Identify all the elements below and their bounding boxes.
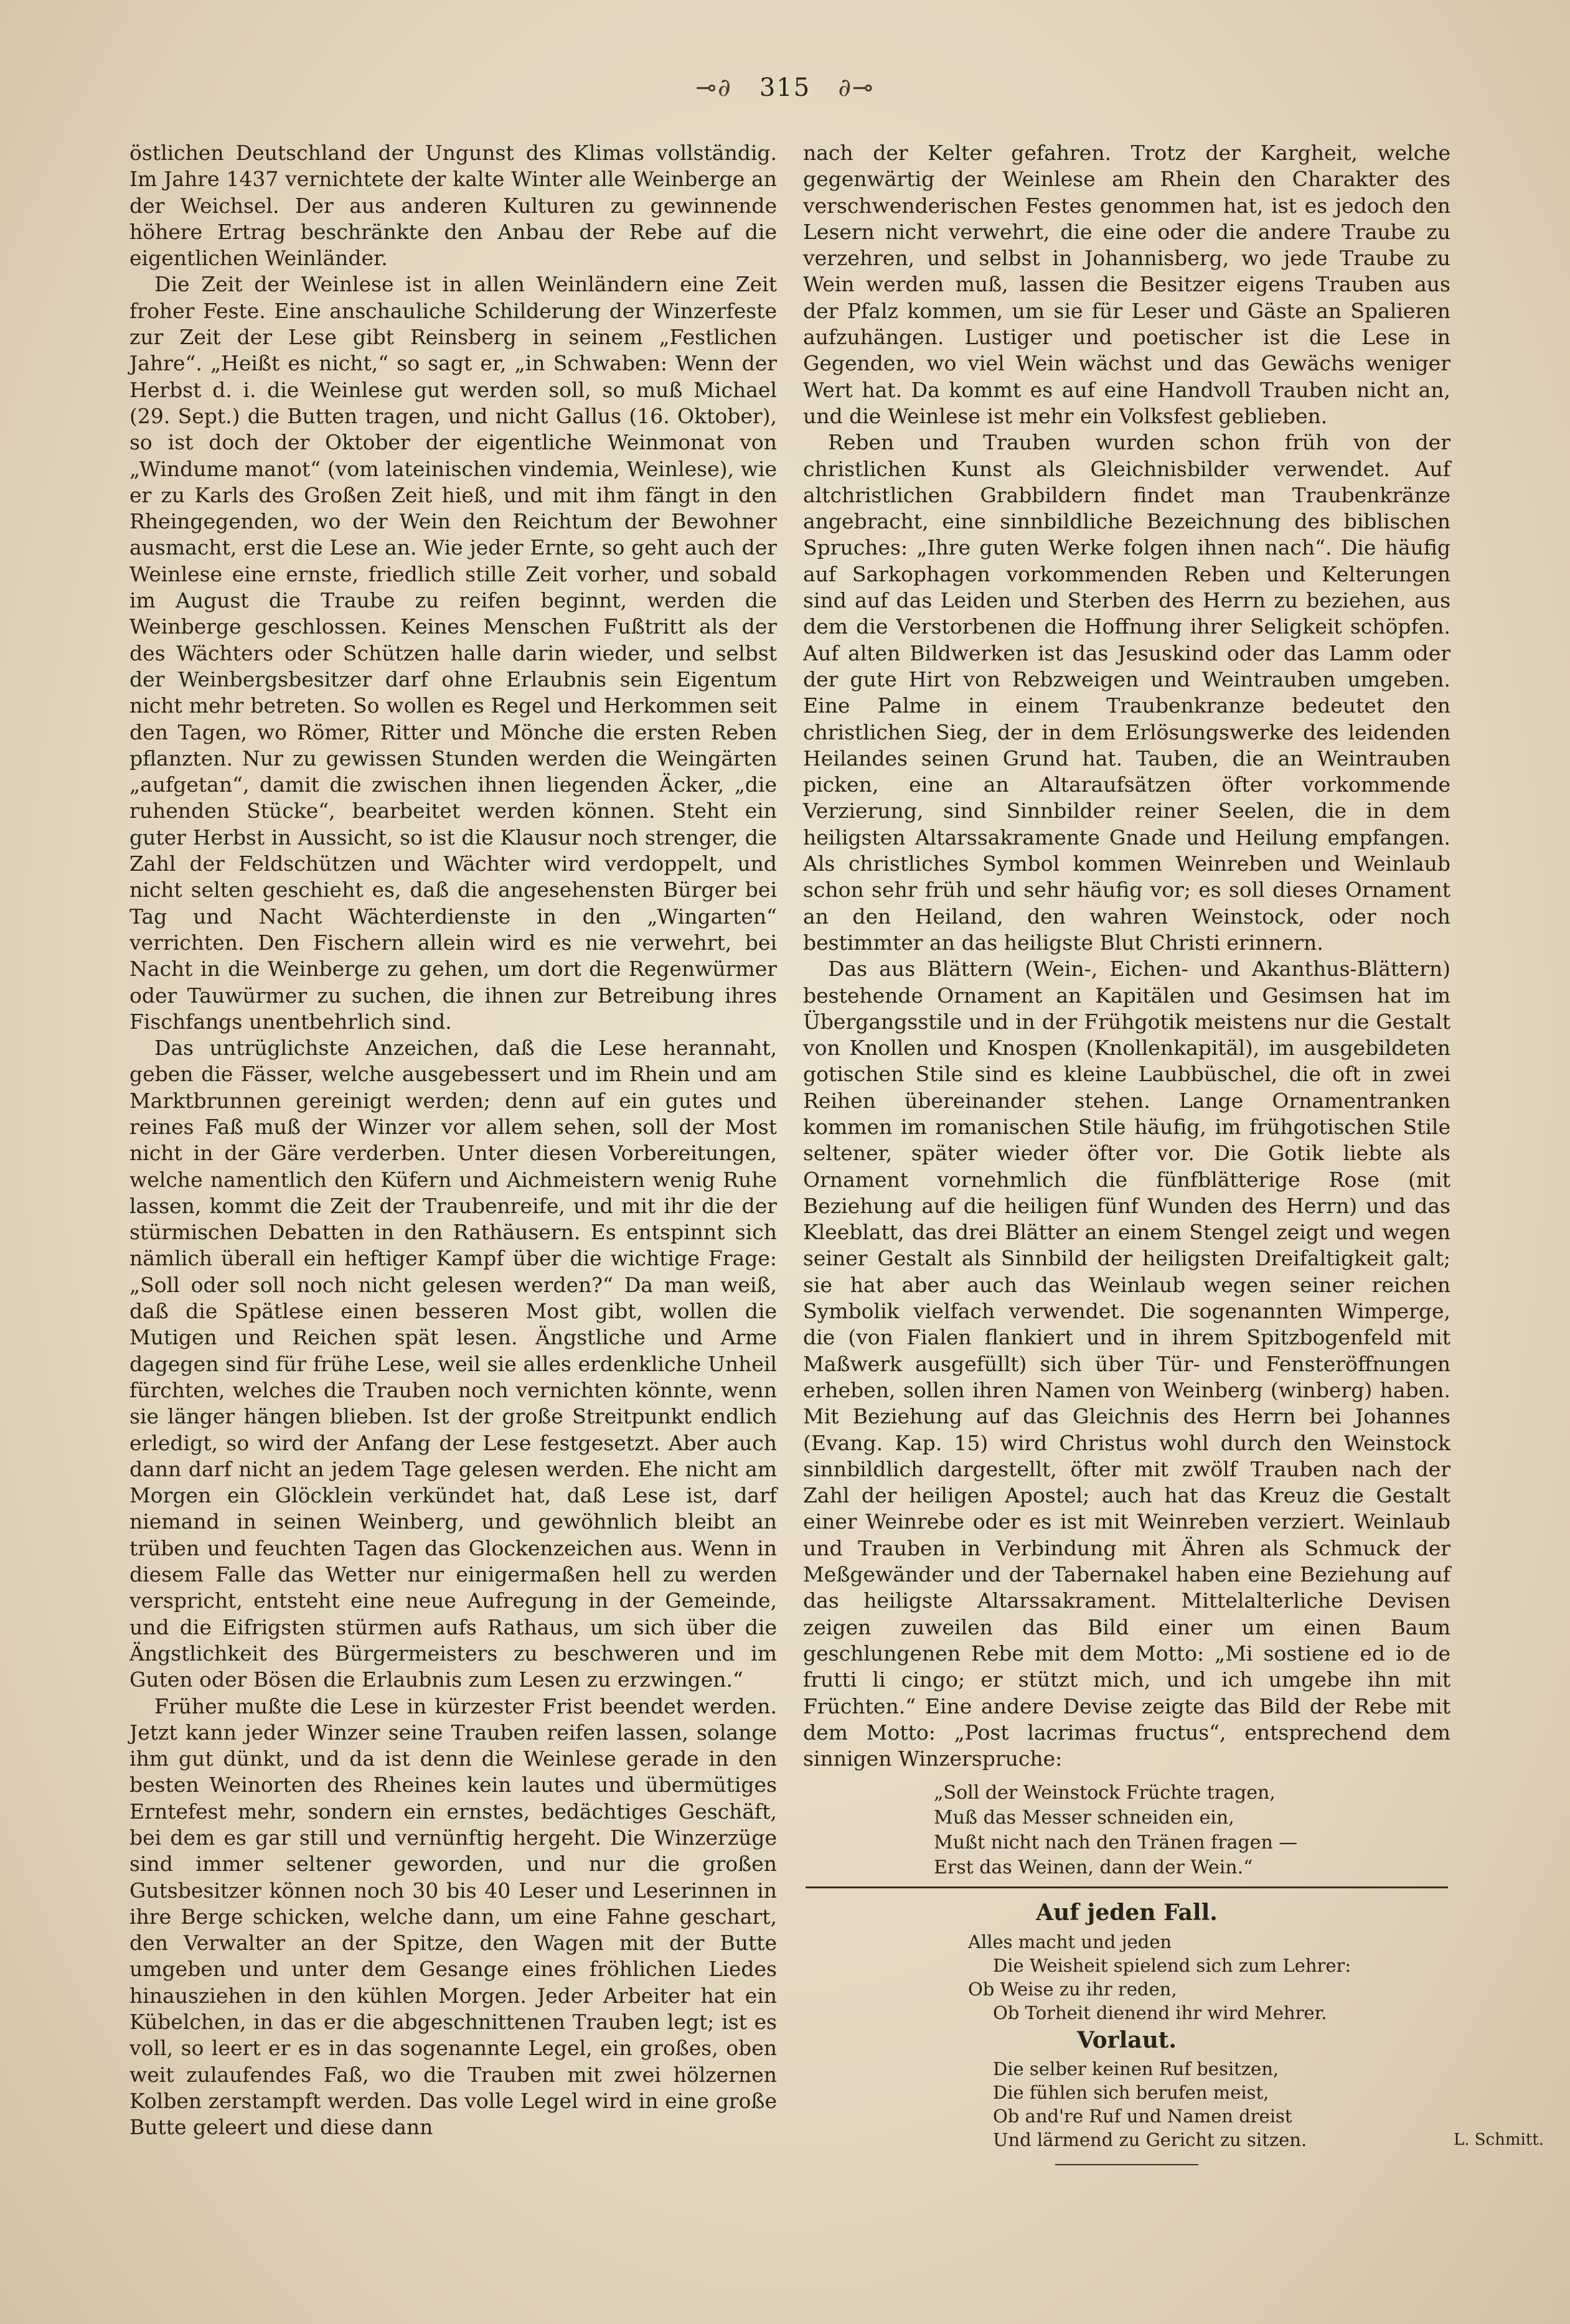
verse-line: Mußt nicht nach den Tränen fragen — [934,1832,1298,1854]
section-divider [806,1886,1448,1888]
left-column [129,140,777,2141]
poem-line: Die selber keinen Ruf besitzen, [993,2058,1279,2079]
left-paragraph-4: Früher mußte die Lese in kürzester Frist beendet werden. Jetzt kann jeder Winzer seine Trauben reifen lassen, solange ihm gut dünkt, und da ist denn die Weinlese gerade in den besten Weinorten des Rheines kein lautes und übermütiges Erntefest mehr, sondern ein ernstes, bedächtiges Geschäft, bei dem es gar still und vernünftig hergeht. Die Winzerzüge sind immer seltener geworden, und nur die großen Gutsbesitzer können noch 30 bis 40 Leser und Leserinnen in ihre Berge schicken, welche dann, um eine Fahne geschart, den Verwalter an der Spitze, den Wagen mit der Butte umgeben und unter dem Gesange eines fröhlichen Liedes hinausziehen in den kühlen Morgen. Jeder Arbeiter hat ein Kübelchen, in das er die abgeschnittenen Trauben legt; ist es voll, so leert er es in das sogenannte Legel, ein großes, oben weit zulaufendes Faß, wo die Trauben mit zwei hölzernen Kolben zerstampft werden. Das volle Legel wird in eine große Butte geleert und diese dann [129,1694,777,2140]
left-paragraph-2: Die Zeit der Weinlese ist in allen Weinländern eine Zeit froher Feste. Eine anschauliche Schilderung der Winzerfeste zur Zeit der Lese gibt Reinsberg in seinem „Festlichen Jahre“. „Heißt es nicht,“ so sagt er, „in Schwaben: Wenn der Herbst d. i. die Weinlese gut werden soll, so muß Michael (29. Sept.) die Butten tragen, und nicht Gallus (16. Oktober), so ist doch der Oktober der eigentliche Weinmonat von „Windume manot“ (vom lateinischen vindemia, Weinlese), wie er zu Karls des Großen Zeit hieß, und mit ihm fängt in den Rheingegenden, wo der Wein den Reichtum der Bewohner ausmacht, erst die Lese an. Wie jeder Ernte, so geht auch der Weinlese eine ernste, friedlich stille Zeit vorher, und sobald im August die Traube zu reifen beginnt, werden die Weinberge geschlossen. Keines Menschen Fußtritt als der des Wächters oder Schützen halle darin wieder, und selbst der Weinbergsbesitzer darf ohne Erlaubnis sein Eigentum nicht mehr betreten. So wollen es Regel und Herkommen seit den Tagen, wo Römer, Ritter und Mönche die ersten Reben pflanzten. Nur zu gewissen Stunden werden die Weingärten „aufgetan“, damit die zwischen ihnen liegenden Äcker, „die ruhenden Stücke“, bearbeitet werden können. Steht ein guter Herbst in Aussicht, so ist die Klausur noch strenger, die Zahl der Feldschützen und Wächter wird verdoppelt, und nicht selten geschieht es, daß die angesehensten Bürger bei Tag und Nacht Wächterdienste in den „Wingarten“ verrichten. Den Fischern allein wird es nie verwehrt, bei Nacht in die Weinberge zu gehen, um dort die Regenwürmer oder Tauwürmer zu suchen, die ihnen zur Betreibung ihres Fischfangs unentbehrlich sind. [129,272,777,1034]
poem-auf-jeden-fall [968,1930,1450,2025]
left-paragraph-1: östlichen Deutschland der Ungunst des Klimas vollständig. Im Jahre 1437 vernichtete der kalte Winter alle Weinberge an der Weichsel. Der aus anderen Kulturen zu gewinnende höhere Ertrag beschränkte den Anbau der Rebe auf die eigentlichen Weinländer. [129,141,777,271]
winzer-verse [934,1781,1450,1880]
header-ornament-right: ∂⊸ [838,73,875,102]
right-paragraph-3: Das aus Blättern (Wein-, Eichen- und Akanthus-Blättern) bestehende Ornament an Kapitälen und Gesimsen hat im Übergangsstile und in der Frühgotik meistens nur die Gestalt von Knollen und Knospen (Knollenkapitäl), im ausgebildeten gotischen Stile sind es kleine Laubbüschel, die oft in zwei Reihen übereinander stehen. Lange Ornamentranken kommen im romanischen Stile häufig, im frühgotischen Stile seltener, später wieder öfter vor. Die Gotik liebte als Ornament vornehmlich die fünfblätterige Rose (mit Beziehung auf die heiligen fünf Wunden des Herrn) und das Kleeblatt, das drei Blätter an einem Stengel zeigt und wegen seiner Gestalt als Sinnbild der heiligsten Dreifaltigkeit galt; sie hat aber auch das Weinlaub wegen seiner reichen Symbolik vielfach verwendet. Die sogenannten Wimperge, die (von Fialen flankiert und in ihrem Spitzbogenfeld mit Maßwerk ausgefüllt) sich über Tür- und Fensteröffnungen erheben, sollen ihren Namen von Weinberg (winberg) haben. Mit Beziehung auf das Gleichnis des Herrn bei Johannes (Evang. Kap. 15) wird Christus wohl durch den Weinstock sinnbildlich dargestellt, öfter mit zwölf Trauben nach der Zahl der heiligen Apostel; auch hat das Kreuz die Gestalt einer Weinrebe oder es ist mit Weinreben verziert. Weinlaub und Trauben in Verbindung mit Ähren als Schmuck der Meßgewänder und der Tabernakel haben eine Beziehung auf das heiligste Altarssakrament. Mittelalterliche Devisen zeigen zuweilen das Bild einer um einen Baum geschlungenen Rebe mit dem Motto: „Mi sostiene ed io de frutti li cingo; er stützt mich, und ich umgebe ihn mit Früchten.“ Eine andere Devise zeigte das Bild der Rebe mit dem Motto: „Post lacrimas fructus“, entsprechend dem sinnigen Winzerspruche: [803,957,1450,1771]
right-paragraph-1: nach der Kelter gefahren. Trotz der Kargheit, welche gegenwärtig der Weinlese am Rhein den Charakter des verschwenderischen Festes genommen hat, ist es jedoch den Lesern nicht verwehrt, die eine oder die andere Traube zu verzehren, und selbst in Johannisberg, wo jede Traube zu Wein werden muß, lassen die Besitzer eigens Trauben aus der Pfalz kommen, um sie für Leser und Gäste an Spalieren aufzuhängen. Lustiger und poetischer ist die Lese in Gegenden, wo viel Wein wächst und das Gewächs weniger Wert hat. Da kommt es auf eine Handvoll Trauben nicht an, und die Weinlese ist mehr ein Volksfest geblieben. [803,141,1450,428]
poem-line: Die Weisheit spielend sich zum Lehrer: [993,1954,1351,1976]
end-divider [1055,2164,1198,2165]
poem-line: Ob Torheit dienend ihr wird Mehrer. [993,2002,1327,2023]
right-paragraph-2: Reben und Trauben wurden schon früh von der christlichen Kunst als Gleichnisbilder verwendet. Auf altchristlichen Grabbildern findet man Traubenkränze angebracht, eine sinnbildliche Bezeichnung des biblischen Spruches: „Ihre guten Werke folgen ihnen nach“. Die häufig auf Sarkophagen vorkommenden Reben und Kelterungen sind auf das Leiden und Sterben des Herrn zu beziehen, aus dem die Verstorbenen die Hoffnung ihrer Seligkeit schöpfen. Auf alten Bildwerken ist das Jesuskind oder das Lamm oder der gute Hirt von Rebzweigen und Weintrauben umgeben. Eine Palme in einem Traubenkranze bedeutet den christlichen Sieg, der in dem Erlösungswerke des leidenden Heilandes seinen Grund hat. Tauben, die an Weintrauben picken, eine an Altaraufsätzen öfter vorkommende Verzierung, sind Sinnbilder reiner Seelen, die in dem heiligsten Altarssakramente Gnade und Heilung empfangen. Als christliches Symbol kommen Weinreben und Weinlaub schon sehr früh und sehr häufig vor; es soll dieses Ornament an den Heiland, den wahren Weinstock, oder noch bestimmter an das heiligste Blut Christi erinnern. [803,430,1450,955]
left-paragraph-3: Das untrüglichste Anzeichen, daß die Lese herannaht, geben die Fässer, welche ausgebessert und im Rhein und am Marktbrunnen gereinigt werden; denn auf ein gutes und reines Faß muß der Winzer vor allem sehen, soll der Most nicht in der Gäre verderben. Unter diesen Vorbereitungen, welche namentlich den Küfern und Aichmeistern wenig Ruhe lassen, kommt die Zeit der Traubenreife, und mit ihr die der stürmischen Debatten in den Rathäusern. Es entspinnt sich nämlich überall ein heftiger Kampf über die wichtige Frage: „Soll oder soll noch nicht gelesen werden?“ Da man weiß, daß die Spätlese einen besseren Most gibt, wollen die Mutigen und Reichen spät lesen. Ängstliche und Arme dagegen sind für frühe Lese, weil sie alles erdenkliche Unheil fürchten, welches die Trauben noch vernichten könnte, wenn sie länger hängen blieben. Ist der große Streitpunkt endlich erledigt, so wird der Anfang der Lese festgesetzt. Aber auch dann darf nicht an jedem Tage gelesen werden. Ehe nicht am Morgen ein Glöcklein verkündet hat, daß Lese ist, darf niemand in seinen Weinberg, und gewöhnlich bleibt an trüben und feuchten Tagen das Glockenzeichen aus. Wenn in diesem Falle das Wetter nur einigermaßen hell zu werden verspricht, entsteht eine neue Aufregung in der Gemeinde, und die Eifrigsten stürmen aufs Rathaus, um sich über die Ängstlichkeit des Bürgermeisters zu beschweren und im Guten oder Bösen die Erlaubnis zum Lesen zu erzwingen.“ [129,1036,777,1692]
verse-line: Muß das Messer schneiden ein, [934,1807,1234,1829]
page-header [0,73,1570,102]
poem-line: Und lärmend zu Gericht zu sitzen. [993,2129,1307,2150]
poem-line: Die fühlen sich berufen meist, [993,2082,1269,2103]
poem-vorlaut [968,2057,1544,2152]
poem-line: Ob and're Ruf und Namen dreist [993,2106,1292,2127]
poem-line: Ob Weise zu ihr reden, [968,1978,1177,2000]
header-ornament-left: ⊸∂ [695,73,732,102]
poem-last-line-row [968,2128,1544,2152]
poem-line: Alles macht und jeden [968,1931,1172,1952]
author-signature: L. Schmitt. [1453,2130,1544,2149]
poem-title-auf-jeden-fall: Auf jeden Fall. [1036,1900,1218,1926]
page-number: 315 [759,73,811,102]
verse-line: Erst das Weinen, dann der Wein.“ [934,1857,1253,1879]
right-column [803,140,1544,2165]
verse-line: „Soll der Weinstock Früchte tragen, [934,1782,1276,1804]
poem-title-vorlaut: Vorlaut. [1077,2026,1177,2053]
